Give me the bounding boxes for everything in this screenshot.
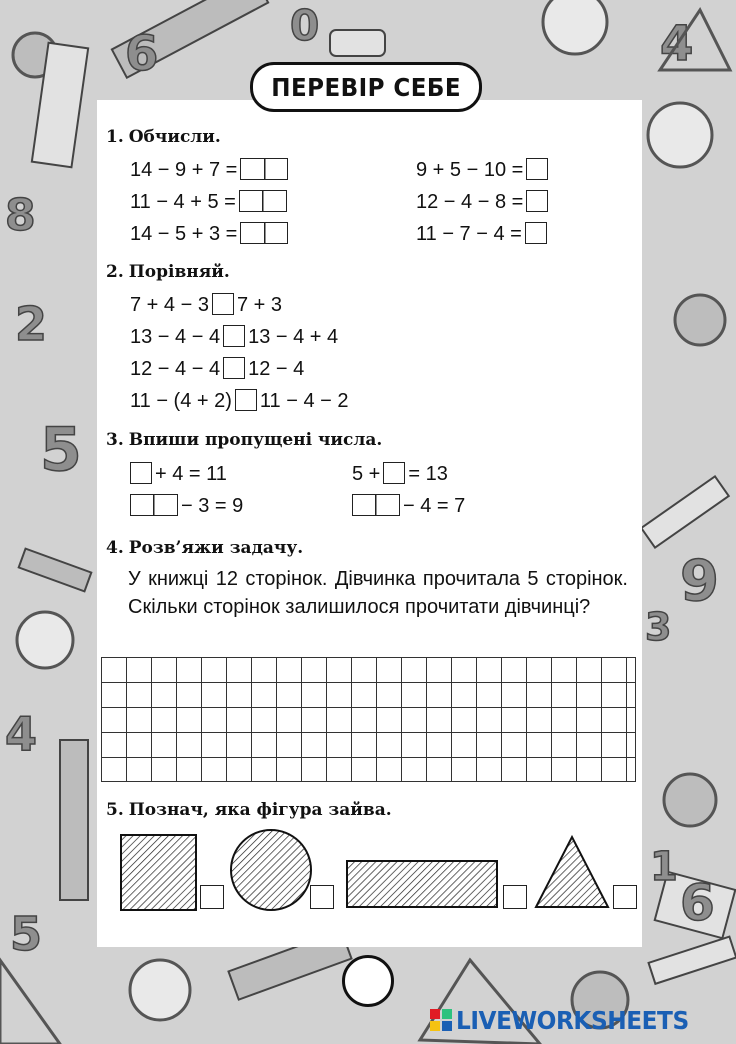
svg-text:6: 6 bbox=[125, 26, 159, 82]
task-2-title: Порівняй. bbox=[128, 262, 230, 282]
svg-text:1: 1 bbox=[650, 844, 678, 890]
answer-box[interactable] bbox=[526, 190, 548, 212]
compare-box[interactable] bbox=[235, 389, 257, 411]
task-3-title: Впиши пропущені числа. bbox=[128, 430, 383, 450]
svg-text:8: 8 bbox=[5, 190, 36, 241]
task-5-heading bbox=[106, 800, 392, 820]
missing-number-box[interactable] bbox=[130, 462, 152, 484]
task-4-title: Розв’яжи задачу. bbox=[128, 538, 304, 558]
task-5-number: 5. bbox=[106, 800, 124, 820]
svg-text:3: 3 bbox=[645, 605, 672, 649]
t2-row-4: 11 − (4 + 2) 11 − 4 − 2 bbox=[130, 390, 349, 412]
logo-text: LIVEWORKSHEETS bbox=[456, 1005, 689, 1035]
task-4-heading bbox=[106, 538, 303, 558]
answer-box[interactable] bbox=[526, 158, 548, 180]
svg-text:6: 6 bbox=[680, 874, 715, 932]
t2-row-1: 7 + 4 − 3 7 + 3 bbox=[130, 294, 283, 316]
t3-eq-1: + 4 = 11 bbox=[127, 461, 227, 487]
t1-left-row-1: 14 − 9 + 7 = bbox=[130, 157, 291, 183]
t1-left-row-2: 11 − 4 + 5 = bbox=[130, 189, 290, 215]
missing-number-box[interactable] bbox=[383, 462, 405, 484]
svg-text:0: 0 bbox=[290, 1, 320, 50]
shape-answer-box-4[interactable] bbox=[613, 885, 637, 909]
task-2-number: 2. bbox=[106, 262, 124, 282]
svg-text:2: 2 bbox=[15, 297, 48, 351]
task-3-number: 3. bbox=[106, 430, 124, 450]
missing-number-box[interactable] bbox=[130, 494, 178, 516]
solution-grid[interactable] bbox=[101, 657, 636, 782]
t1-right-row-1: 9 + 5 − 10 = bbox=[416, 157, 551, 183]
t1-right-row-2: 12 − 4 − 8 = bbox=[416, 189, 551, 215]
shape-answer-box-3[interactable] bbox=[503, 885, 527, 909]
answer-box[interactable] bbox=[240, 158, 288, 180]
triangle-icon bbox=[536, 837, 608, 907]
shape-answer-box-1[interactable] bbox=[200, 885, 224, 909]
logo-mark-icon bbox=[430, 1009, 452, 1031]
liveworksheets-logo[interactable] bbox=[430, 1004, 706, 1036]
circle-icon bbox=[231, 830, 311, 910]
missing-number-box[interactable] bbox=[352, 494, 400, 516]
shapes-row bbox=[115, 825, 635, 920]
problem-text: У книжці 12 сторінок. Дівчинка прочитала 5 сторінок. Скільки сторінок залишилося прочитати дівчинці? bbox=[128, 568, 628, 618]
task-2-heading bbox=[106, 262, 230, 282]
svg-text:9: 9 bbox=[680, 549, 719, 614]
svg-text:4: 4 bbox=[5, 707, 38, 761]
task-1-title: Обчисли. bbox=[128, 127, 221, 147]
answer-box[interactable] bbox=[239, 190, 287, 212]
t1-right-row-3: 11 − 7 − 4 = bbox=[416, 221, 550, 247]
svg-text:5: 5 bbox=[10, 907, 43, 961]
t3-eq-4: − 4 = 7 bbox=[349, 493, 465, 519]
task-4-number: 4. bbox=[106, 538, 124, 558]
shape-answer-box-2[interactable] bbox=[310, 885, 334, 909]
task-3-heading bbox=[106, 430, 382, 450]
title-banner bbox=[250, 62, 482, 112]
answer-box[interactable] bbox=[525, 222, 547, 244]
t3-eq-3: − 3 = 9 bbox=[127, 493, 243, 519]
page-number-circle bbox=[342, 955, 394, 1007]
rectangle-icon bbox=[347, 861, 497, 907]
task-1-heading bbox=[106, 127, 221, 147]
t2-row-2: 13 − 4 − 4 13 − 4 + 4 bbox=[130, 326, 339, 348]
compare-box[interactable] bbox=[223, 357, 245, 379]
answer-box[interactable] bbox=[240, 222, 288, 244]
t3-eq-2: 5 + = 13 bbox=[352, 463, 448, 485]
t2-row-3: 12 − 4 − 4 12 − 4 bbox=[130, 358, 305, 380]
svg-text:5: 5 bbox=[40, 415, 82, 485]
compare-box[interactable] bbox=[212, 293, 234, 315]
square-icon bbox=[121, 835, 196, 910]
page-title: ПЕРЕВІР СЕБЕ bbox=[271, 72, 461, 102]
compare-box[interactable] bbox=[223, 325, 245, 347]
svg-text:4: 4 bbox=[660, 16, 694, 72]
task-1-number: 1. bbox=[106, 127, 124, 147]
t1-left-row-3: 14 − 5 + 3 = bbox=[130, 221, 291, 247]
task-5-title: Познач, яка фігура зайва. bbox=[128, 800, 392, 820]
